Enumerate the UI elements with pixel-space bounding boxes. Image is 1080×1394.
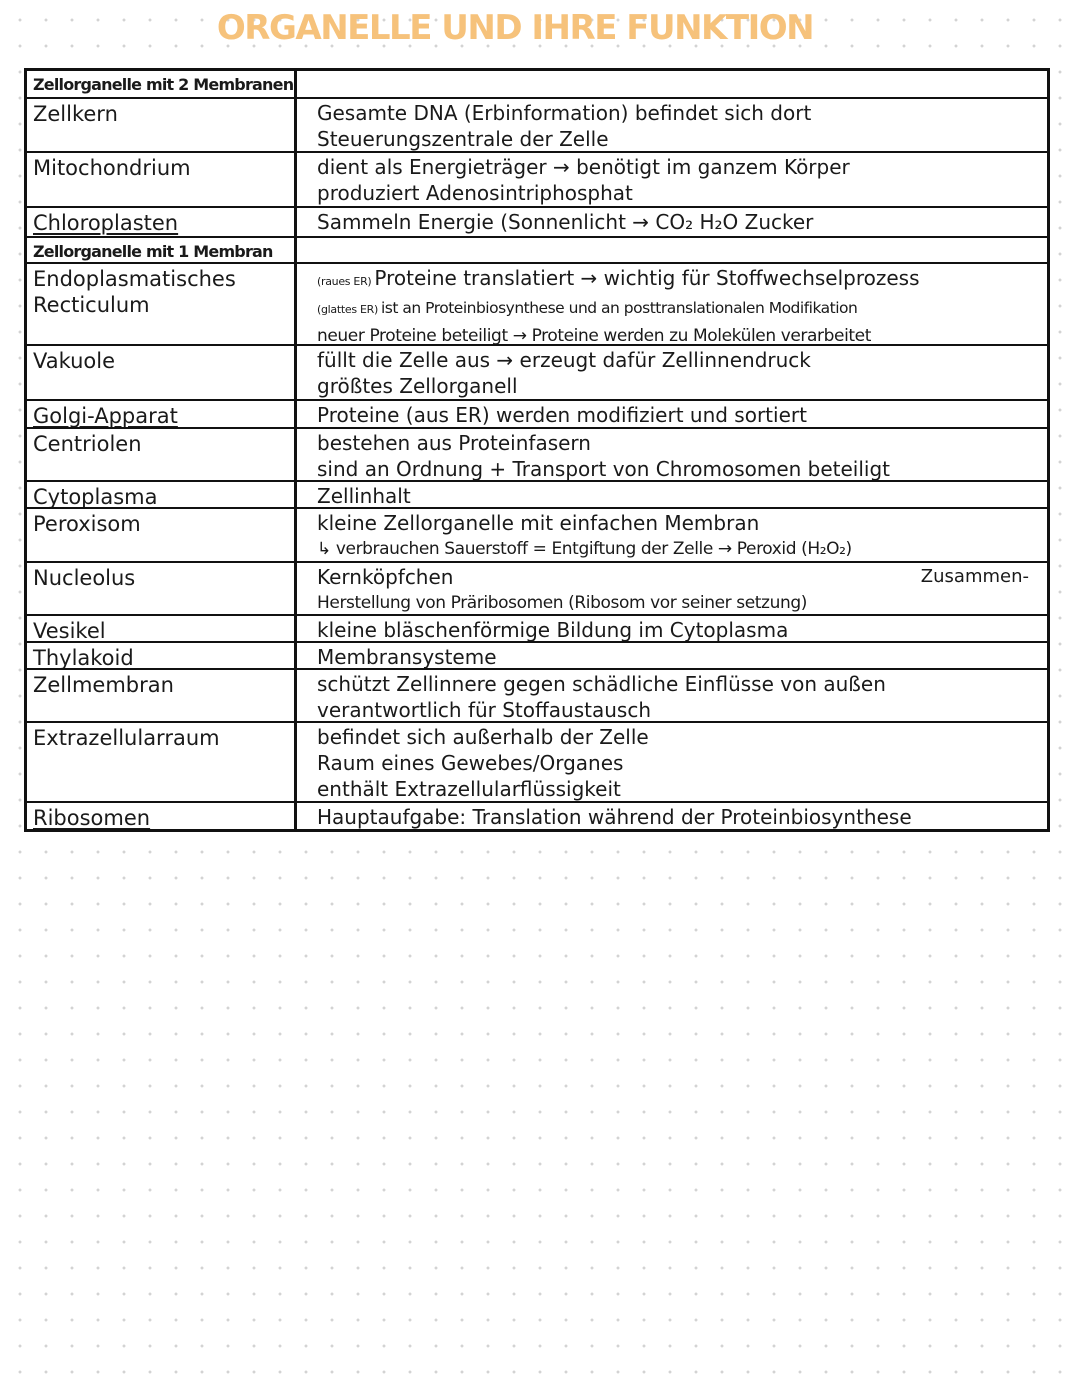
organelle-function [297, 563, 1047, 614]
organelle-name: Zellkern [27, 99, 297, 151]
function-line: · füllt die Zelle aus → erzeugt dafür Zellinnendruck [317, 347, 1041, 373]
organelle-function [297, 670, 1047, 721]
table-row-endoplasmatisches-reticulum [27, 264, 1047, 346]
organelle-name [27, 208, 297, 236]
organelle-function [297, 509, 1047, 561]
table-row-vakuole [27, 346, 1047, 401]
section-label: Zellorganelle mit 2 Membranen [27, 71, 297, 97]
function-line: · Proteine (aus ER) werden modifiziert und sortiert [317, 402, 1041, 427]
organelle-function [297, 482, 1047, 507]
er-type-note: (raues ER) [317, 275, 372, 288]
table-row-golgi-apparat [27, 401, 1047, 429]
organelle-name [27, 643, 297, 668]
function-line: · enthält Extrazellularflüssigkeit [317, 776, 1041, 801]
function-line: · größtes Zellorganell [317, 373, 1041, 399]
organelle-name: Vakuole [27, 346, 297, 399]
organelle-name [27, 264, 297, 344]
organelle-name: Nucleolus [27, 563, 297, 614]
table-row-ribosomen [27, 803, 1047, 829]
organelle-function [297, 803, 1047, 829]
function-aside-note: Zusammen- [920, 566, 1029, 587]
organelle-name-text: Thylakoid [33, 646, 134, 668]
function-line: · Membransysteme [317, 644, 1041, 668]
table-row-chloroplasten [27, 208, 1047, 238]
table-row-zellmembran [27, 670, 1047, 723]
function-line: · Raum eines Gewebes/Organes [317, 750, 1041, 776]
function-line: · Zellinhalt [317, 483, 1041, 507]
function-line: · Hauptaufgabe: Translation während der Proteinbiosynthese [317, 804, 1041, 829]
function-line: · Sammeln Energie (Sonnenlicht → CO₂ H₂O Zucker [317, 209, 1041, 235]
section-label: Zellorganelle mit 1 Membran [27, 238, 297, 262]
organelle-name-text: Vesikel [33, 619, 106, 641]
section-empty-cell [297, 71, 1047, 97]
function-line: · dient als Energieträger → benötigt im ganzem Körper [317, 154, 1041, 180]
organelle-name-text: Chloroplasten [33, 211, 179, 235]
organelle-function [297, 264, 1047, 344]
page-title: ORGANELLE UND IHRE FUNKTION [216, 8, 814, 48]
organelle-name [27, 616, 297, 641]
organelle-name [27, 401, 297, 427]
organelle-name: Centriolen [27, 429, 297, 480]
organelle-name: Peroxisom [27, 509, 297, 561]
organelle-function [297, 153, 1047, 206]
function-text: Kernköpfchen [317, 565, 454, 589]
function-line [317, 564, 1041, 590]
section-empty-cell [297, 238, 1047, 262]
function-line: neuer Proteine beteiligt → Proteine werden zu Molekülen verarbeitet [317, 326, 871, 344]
organelle-function [297, 346, 1047, 399]
organelle-name-text: Golgi-Apparat [33, 404, 178, 427]
er-type-note: (glattes ER) [317, 303, 378, 316]
function-line: · Steuerungszentrale der Zelle [317, 126, 1041, 151]
function-line: · schützt Zellinnere gegen schädliche Einflüsse von außen [317, 671, 1041, 697]
function-line [317, 295, 1041, 323]
function-line: · Herstellung von Präribosomen (Ribosom vor seiner setzung) [317, 590, 1041, 614]
organelle-name-line: Recticulum [33, 293, 150, 317]
organelle-name: Mitochondrium [27, 153, 297, 206]
organelle-name-text: Cytoplasma [33, 485, 158, 507]
organelle-name-text: Ribosomen [33, 806, 151, 829]
table-row-cytoplasma [27, 482, 1047, 509]
section-row-one-membrane [27, 238, 1047, 264]
function-line: · kleine bläschenförmige Bildung im Cytoplasma [317, 617, 1041, 641]
organelle-name-line: Endoplasmatisches [33, 267, 236, 291]
organelle-table [24, 68, 1050, 832]
function-line: · sind an Ordnung + Transport von Chromosomen beteiligt [317, 456, 1041, 480]
organelle-name [27, 482, 297, 507]
section-row-two-membranes [27, 71, 1047, 99]
table-row-zellkern [27, 99, 1047, 153]
function-line: · produziert Adenosintriphosphat [317, 180, 1041, 206]
function-text: Proteine translatiert → wichtig für Stoffwechselprozess [374, 266, 920, 290]
function-line: · verantwortlich für Stoffaustausch [317, 697, 1041, 721]
function-line: ↳ verbrauchen Sauerstoff = Entgiftung der Zelle → Peroxid (H₂O₂) [317, 539, 852, 559]
table-row-nucleolus [27, 563, 1047, 616]
table-row-peroxisom [27, 509, 1047, 563]
function-line: · befindet sich außerhalb der Zelle [317, 724, 1041, 750]
organelle-function [297, 616, 1047, 641]
organelle-function [297, 643, 1047, 668]
organelle-function [297, 401, 1047, 427]
organelle-name [27, 803, 297, 829]
function-line [317, 265, 1041, 295]
function-line: · bestehen aus Proteinfasern [317, 430, 1041, 456]
table-row-extrazellularraum [27, 723, 1047, 803]
organelle-function [297, 723, 1047, 801]
function-line: · Gesamte DNA (Erbinformation) befindet sich dort [317, 100, 1041, 126]
table-row-thylakoid [27, 643, 1047, 670]
table-row-centriolen [27, 429, 1047, 482]
organelle-name: Extrazellularraum [27, 723, 297, 801]
table-row-vesikel [27, 616, 1047, 643]
table-row-mitochondrium [27, 153, 1047, 208]
function-line: · kleine Zellorganelle mit einfachen Membran [317, 510, 1041, 536]
function-text: ist an Proteinbiosynthese und an posttranslationalen Modifikation [380, 299, 858, 317]
organelle-name: Zellmembran [27, 670, 297, 721]
organelle-function [297, 208, 1047, 236]
organelle-function [297, 429, 1047, 480]
organelle-function [297, 99, 1047, 151]
